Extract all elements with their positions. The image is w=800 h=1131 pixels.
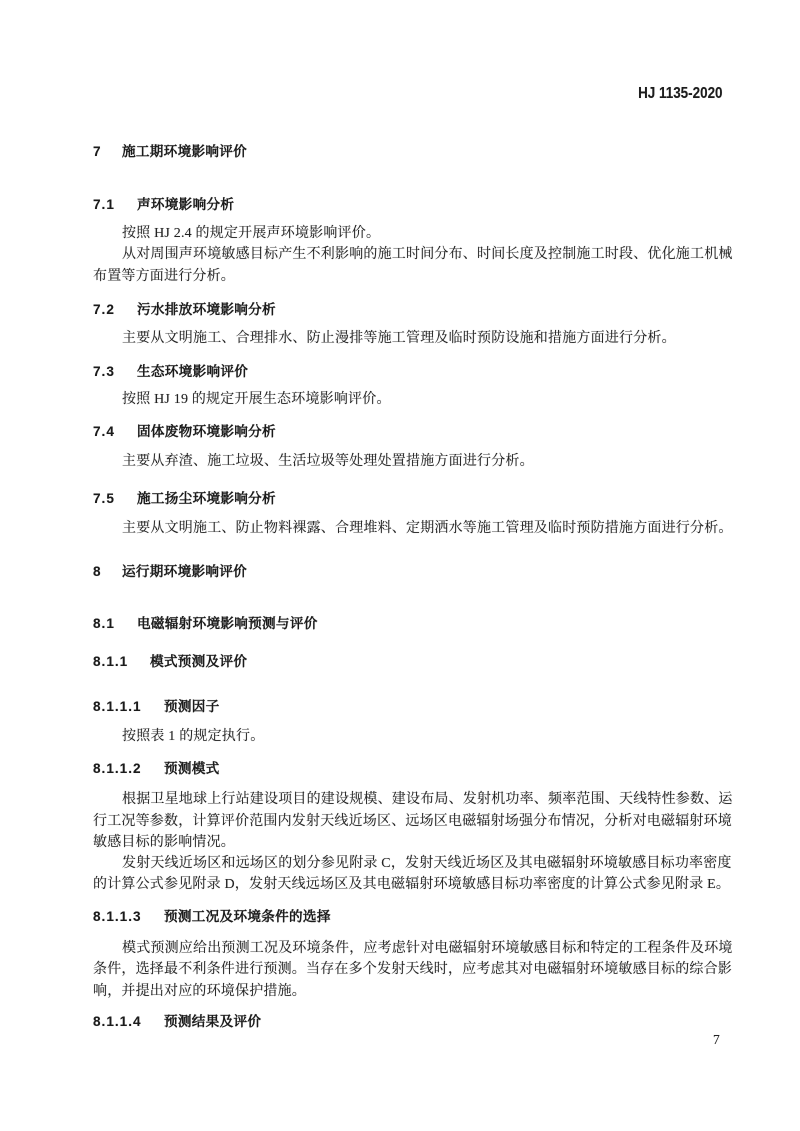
body-line: 按照 HJ 19 的规定开展生态环境影响评价。 [122,392,391,407]
heading-number: 8.1.1.1 [93,699,142,714]
heading-number: 7.1 [93,197,115,212]
heading-title: 预测因子 [164,699,220,714]
heading-title: 预测工况及环境条件的选择 [164,909,331,924]
body-line: 主要从弃渣、施工垃圾、生活垃圾等处理处置措施方面进行分析。 [122,454,534,469]
body-line: 从对周围声环境敏感目标产生不利影响的施工时间分布、时间长度及控制施工时段、优化施工机械 [122,247,733,262]
heading-title: 电磁辐射环境影响预测与评价 [137,616,318,631]
heading-title: 运行期环境影响评价 [122,564,248,579]
body-line: 敏感目标的影响情况。 [93,835,235,850]
page-number: 7 [713,1032,720,1047]
body-line: 条件，选择最不利条件进行预测。当存在多个发射天线时，应考虑其对电磁辐射环境敏感目标的综合影 [93,962,732,977]
heading-number: 7.4 [93,424,115,439]
section-heading-7-4 [93,424,276,439]
heading-title: 生态环境影响评价 [137,364,249,379]
body-line: 主要从文明施工、合理排水、防止漫排等施工管理及临时预防设施和措施方面进行分析。 [122,331,676,346]
section-heading-8-1 [93,616,318,631]
section-heading-8-1-1 [93,654,247,669]
section-heading-7-5 [93,491,276,506]
heading-title: 模式预测及评价 [150,654,248,669]
heading-title: 施工期环境影响评价 [122,144,248,159]
body-line: 发射天线近场区和远场区的划分参见附录 C，发射天线近场区及其电磁辐射环境敏感目标功率密度 [122,856,732,871]
section-heading-8 [93,564,247,579]
heading-title: 声环境影响分析 [137,197,235,212]
heading-number: 7 [93,144,102,159]
section-heading-7-3 [93,364,248,379]
heading-number: 7.2 [93,302,115,317]
body-line: 主要从文明施工、防止物料裸露、合理堆料、定期洒水等施工管理及临时预防措施方面进行分析。 [122,521,733,536]
section-heading-7-1 [93,197,234,212]
heading-number: 8.1.1.3 [93,909,142,924]
heading-number: 8.1.1.4 [93,1014,142,1029]
section-heading-8-1-1-1 [93,699,220,714]
heading-number: 8 [93,564,102,579]
heading-title: 预测结果及评价 [164,1014,262,1029]
section-heading-8-1-1-4 [93,1014,261,1029]
body-line: 按照表 1 的规定执行。 [122,729,265,744]
heading-title: 固体废物环境影响分析 [137,424,276,439]
body-line: 行工况等参数，计算评价范围内发射天线近场区、远场区电磁辐射场强分布情况，分析对电磁辐射环境 [93,814,732,829]
heading-number: 8.1 [93,616,115,631]
heading-title: 施工扬尘环境影响分析 [137,491,276,506]
body-line: 模式预测应给出预测工况及环境条件，应考虑针对电磁辐射环境敏感目标和特定的工程条件及环境 [122,941,733,956]
section-heading-8-1-1-3 [93,909,331,924]
body-line: 根据卫星地球上行站建设项目的建设规模、建设布局、发射机功率、频率范围、天线特性参数、运 [122,792,733,807]
heading-number: 8.1.1.2 [93,761,142,776]
section-heading-7-2 [93,302,276,317]
heading-title: 污水排放环境影响分析 [137,302,276,317]
body-line: 响，并提出对应的环境保护措施。 [93,984,306,999]
heading-number: 7.3 [93,364,115,379]
body-line: 按照 HJ 2.4 的规定开展声环境影响评价。 [122,226,381,241]
heading-title: 预测模式 [164,761,220,776]
section-heading-7 [93,144,247,159]
body-line: 的计算公式参见附录 D，发射天线远场区及其电磁辐射环境敏感目标功率密度的计算公式参见附录 E。 [93,877,731,892]
section-heading-8-1-1-2 [93,761,220,776]
heading-number: 8.1.1 [93,654,129,669]
doc-code-header: HJ 1135-2020 [638,85,723,102]
body-line: 布置等方面进行分析。 [93,269,235,284]
heading-number: 7.5 [93,491,115,506]
